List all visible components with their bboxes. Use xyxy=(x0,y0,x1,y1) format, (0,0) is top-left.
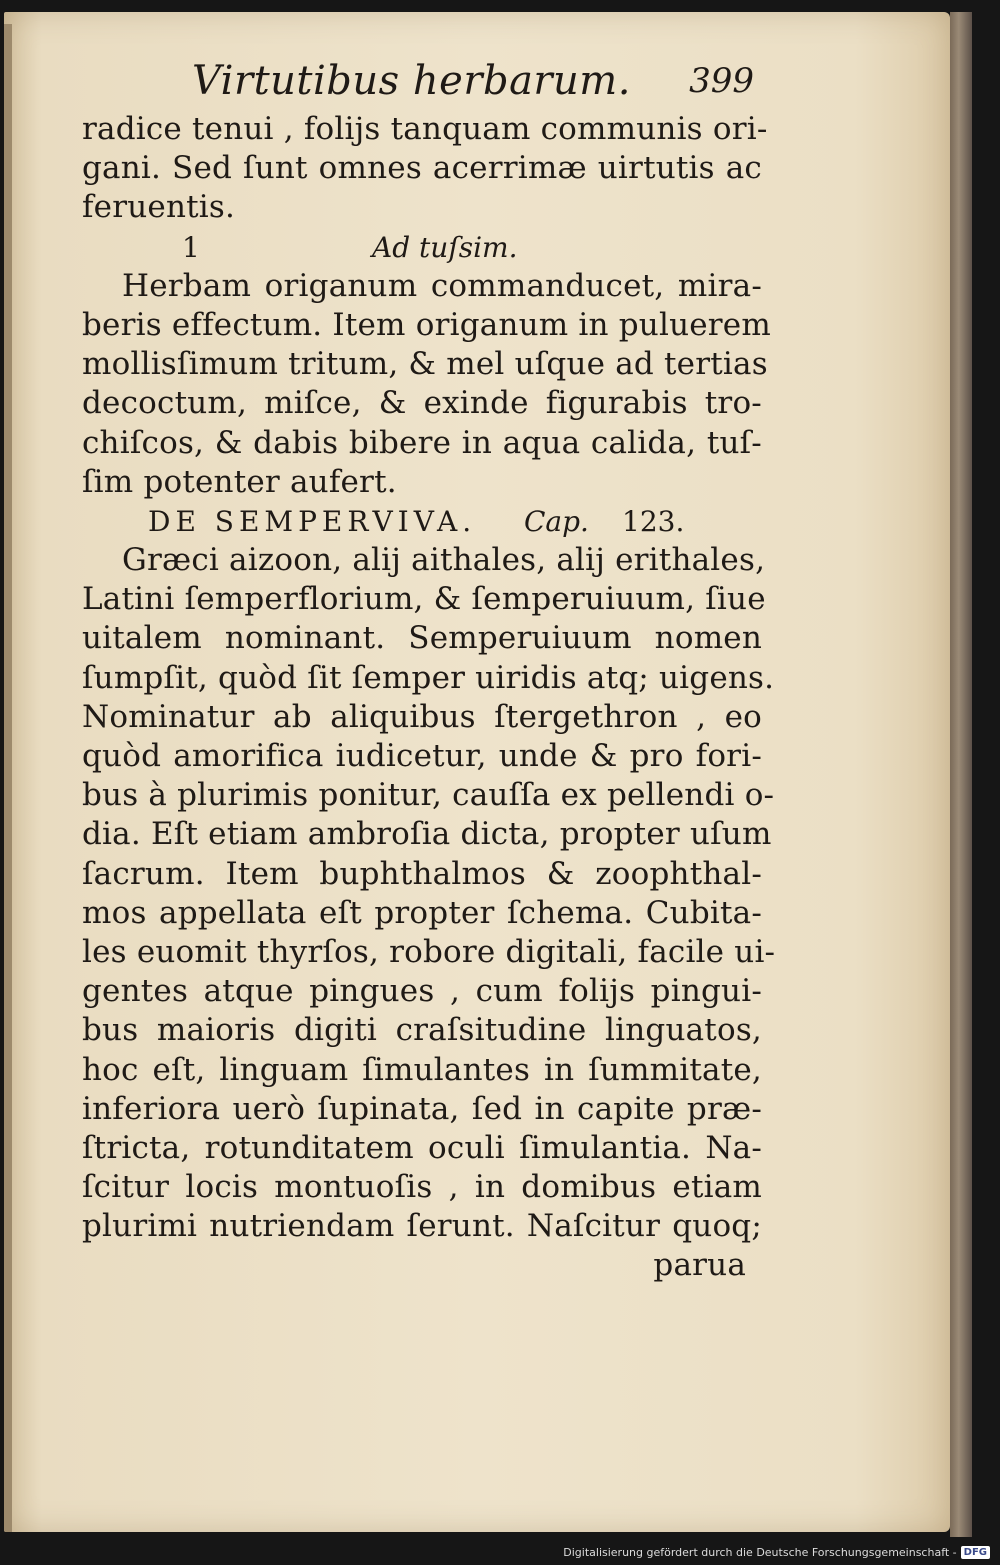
text-line: Herbam origanum commanducet, mira- xyxy=(122,267,762,304)
text-line: mos appellata eſt propter ſchema. Cubita- xyxy=(82,894,762,931)
page-edge xyxy=(950,12,972,1537)
text-line: feruentis. xyxy=(82,189,236,226)
remedy-number: 1 xyxy=(182,230,200,264)
text-line: Nominatur ab aliquibus ſtergethron , eo xyxy=(82,698,762,735)
book-page xyxy=(4,12,950,1532)
text-line: dia. Eſt etiam ambroſia dicta, propter uſum xyxy=(82,816,772,853)
remedy-subtitle: Ad tuſsim. xyxy=(372,230,518,264)
text-line: ſumpſit, quòd ſit ſemper uiridis atq; uigens. xyxy=(82,659,775,696)
text-line: radice tenui , folijs tanquam communis ori- xyxy=(82,111,768,147)
dfg-logo: DFG xyxy=(961,1546,990,1559)
digitization-credit xyxy=(563,1546,990,1559)
text-line: hoc eſt, linguam ſimulantes in ſummitate, xyxy=(82,1051,762,1088)
text-line: Latini ſemperflorium, & ſemperuiuum, ſiue xyxy=(82,581,766,618)
text-block xyxy=(82,52,776,1286)
text-line: gentes atque pingues , cum folijs pingui- xyxy=(82,973,762,1010)
page-number: 399 xyxy=(689,61,754,101)
chapter-title: DE SEMPERVIVA. xyxy=(148,504,477,538)
credit-text: Digitalisierung gefördert durch die Deutsche Forschungsgemeinschaft - xyxy=(563,1546,957,1559)
text-line: Græci aizoon, alij aithales, alij erithales, xyxy=(122,542,766,579)
text-line: beris effectum. Item origanum in puluerem xyxy=(82,306,771,343)
text-line: quòd amorifica iudicetur, unde & pro fori- xyxy=(82,738,762,774)
text-line: ſcitur locis montuoſis , in domibus etiam xyxy=(82,1169,762,1206)
chapter-label: Cap. xyxy=(524,504,589,538)
text-line: ſim potenter aufert. xyxy=(82,463,397,500)
section-one xyxy=(82,110,768,228)
text-line: les euomit thyrſos, robore digitali, facile ui- xyxy=(82,933,776,970)
text-line: uitalem nominant. Semperuiuum nomen xyxy=(82,620,762,657)
spine-edge xyxy=(4,24,12,1532)
text-line: plurimi nutriendam ſerunt. Naſcitur quoq; xyxy=(82,1208,762,1245)
text-line: ſacrum. Item buphthalmos & zoophthal- xyxy=(82,855,762,892)
text-line: bus à plurimis ponitur, cauſſa ex pellendi o- xyxy=(82,777,775,814)
chapter-paragraph xyxy=(82,541,776,1286)
text-line: bus maioris digiti craſsitudine linguatos, xyxy=(82,1012,762,1049)
text-line: chiſcos, & dabis bibere in aqua calida, tuſ- xyxy=(82,424,762,461)
chapter-number: 123. xyxy=(622,504,685,538)
text-line: inferiora uerò ſupinata, ſed in capite præ- xyxy=(82,1090,762,1127)
running-title: Virtutibus herbarum. xyxy=(192,58,631,104)
chapter-heading xyxy=(82,502,762,541)
remedy-paragraph xyxy=(82,267,771,502)
text-line: gani. Sed ſunt omnes acerrimæ uirtutis ac xyxy=(82,150,762,187)
page-header xyxy=(82,52,762,110)
text-line: ſtricta, rotunditatem oculi ſimulantia. Na- xyxy=(82,1129,762,1166)
text-line: mollisſimum tritum, & mel uſque ad tertias xyxy=(82,346,768,383)
catchword: parua xyxy=(653,1247,746,1284)
text-line: decoctum, miſce, & exinde figurabis tro- xyxy=(82,385,762,422)
remedy-heading xyxy=(82,228,762,267)
